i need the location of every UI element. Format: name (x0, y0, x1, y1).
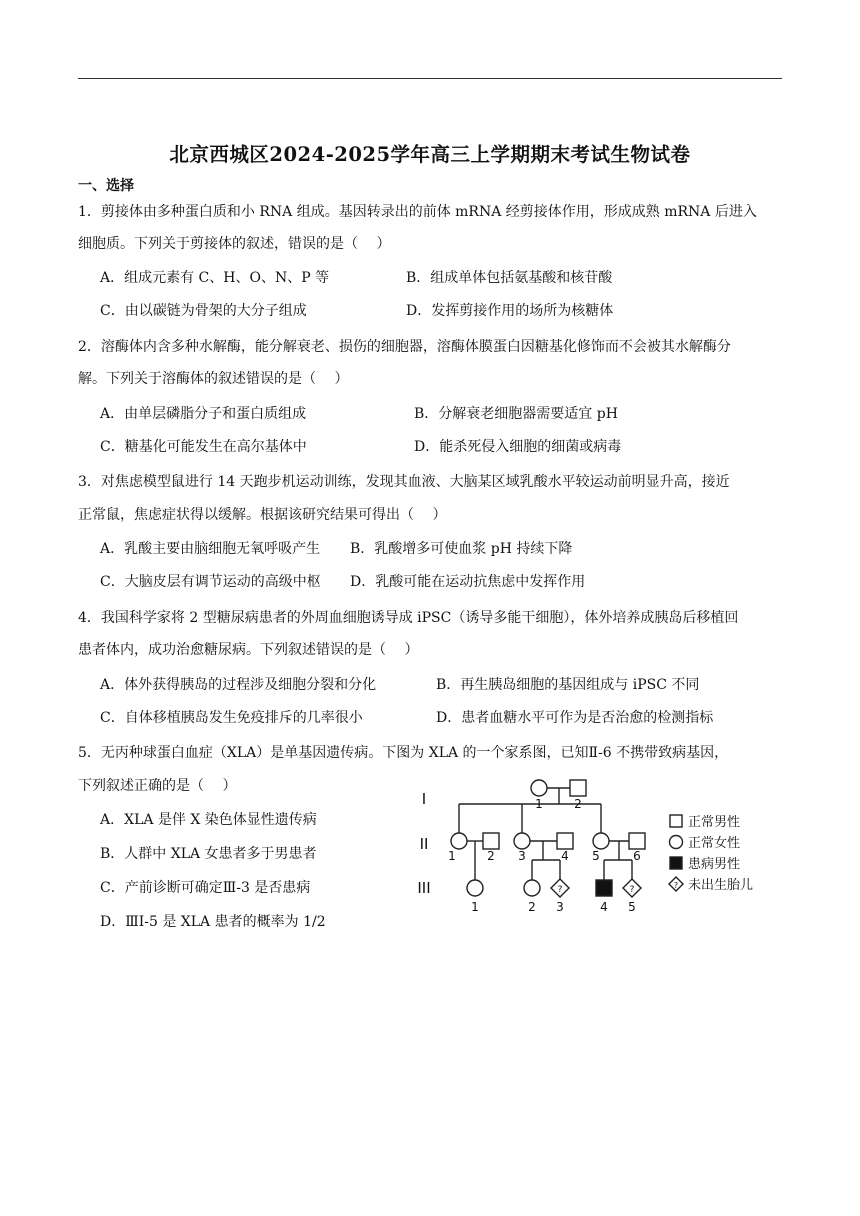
question-2-option-a: A．由单层磷脂分子和蛋白质组成 (100, 406, 307, 422)
header-rule (78, 78, 782, 79)
question-5-option-b: B．人群中 XLA 女患者多于男患者 (100, 846, 317, 862)
question-3-option-a: A．乳酸主要由脑细胞无氧呼吸产生 (100, 541, 321, 557)
i-2-label: 2 (574, 797, 582, 811)
question-5-text-line-2: 下列叙述正确的是（ ） (78, 778, 237, 794)
iii-4-label: 4 (600, 900, 608, 914)
question-2-option-b: B．分解衰老细胞器需要适宜 pH (414, 406, 618, 422)
question-4-text-line-1: 4．我国科学家将 2 型糖尿病患者的外周血细胞诱导成 iPSC（诱导多能干细胞），体外培养成胰岛后移植回 (78, 610, 739, 626)
question-1-option-c: C．由以碳链为骨架的大分子组成 (100, 303, 307, 319)
question-2-option-c: C．糖基化可能发生在高尔基体中 (100, 439, 307, 455)
question-4-option-c: C．自体移植胰岛发生免疫排斥的几率很小 (100, 710, 363, 726)
ii-2-label: 2 (487, 849, 495, 863)
question-2-text-line-1: 2．溶酶体内含多种水解酶，能分解衰老、损伤的细胞器，溶酶体膜蛋白因糖基化修饰而不会被其水解酶分 (78, 339, 731, 355)
iii-5-label: 5 (628, 900, 636, 914)
question-3-text-line-1: 3．对焦虑模型鼠进行 14 天跑步机运动训练，发现其血液、大脑某区域乳酸水平较运动前明显升高，接近 (78, 474, 730, 490)
i-1-label: 1 (535, 797, 543, 811)
iii-1-label: 1 (471, 900, 479, 914)
question-1-option-b: B．组成单体包括氨基酸和核苷酸 (406, 270, 613, 286)
pedigree-chart (405, 770, 790, 930)
ii-5-label: 5 (592, 849, 600, 863)
ii-4-label: 4 (561, 849, 569, 863)
section-heading: 一、选择 (78, 178, 134, 194)
ii-1-label: 1 (448, 849, 456, 863)
question-5-option-c: C．产前诊断可确定Ⅲ-3 是否患病 (100, 880, 311, 896)
iii-2-label: 2 (528, 900, 536, 914)
question-3-option-c: C．大脑皮层有调节运动的高级中枢 (100, 574, 321, 590)
question-1-text-line-1: 1．剪接体由多种蛋白质和小 RNA 组成。基因转录出的前体 mRNA 经剪接体作用，形成成熟 mRNA 后进入 (78, 204, 757, 220)
legend-unborn-fetus: 未出生胎儿 (688, 878, 754, 893)
question-5-option-a: A．XLA 是伴 X 染色体显性遗传病 (100, 812, 317, 828)
generation-ii-label: II (419, 835, 429, 853)
question-1-text-line-2: 细胞质。下列关于剪接体的叙述，错误的是（ ） (78, 236, 391, 252)
iii-3-label: 3 (556, 900, 564, 914)
question-4-text-line-2: 患者体内，成功治愈糖尿病。下列叙述错误的是（ ） (78, 642, 419, 658)
question-5-option-d: D．ⅢI-5 是 XLA 患者的概率为 1/2 (100, 914, 326, 930)
generation-i-label: I (421, 790, 427, 808)
question-3-option-b: B．乳酸增多可使血浆 pH 持续下降 (350, 541, 573, 557)
ii-6-label: 6 (633, 849, 641, 863)
question-4-option-a: A．体外获得胰岛的过程涉及细胞分裂和分化 (100, 677, 377, 693)
question-3-text-line-2: 正常鼠，焦虑症状得以缓解。根据该研究结果可得出（ ） (78, 507, 447, 523)
generation-iii-label: III (417, 879, 431, 897)
iii-5-unknown-mark: ? (629, 885, 635, 895)
question-1-option-a: A．组成元素有 C、H、O、N、P 等 (100, 270, 330, 286)
question-1-option-d: D．发挥剪接作用的场所为核糖体 (406, 303, 614, 319)
page-title: 北京西城区2024-2025学年高三上学期期末考试生物试卷 (169, 143, 691, 166)
question-2-option-d: D．能杀死侵入细胞的细菌或病毒 (414, 439, 622, 455)
question-4-option-d: D．患者血糖水平可作为是否治愈的检测指标 (436, 710, 714, 726)
question-2-text-line-2: 解。下列关于溶酶体的叙述错误的是（ ） (78, 371, 349, 387)
legend-normal-female: 正常女性 (688, 836, 741, 851)
question-5-text-line-1: 5．无丙种球蛋白血症（XLA）是单基因遗传病。下图为 XLA 的一个家系图，已知Ⅱ-6 不携带致病基因， (78, 745, 729, 761)
question-3-option-d: D．乳酸可能在运动抗焦虑中发挥作用 (350, 574, 586, 590)
iii-3-unknown-mark: ? (557, 885, 563, 895)
legend-affected-male: 患病男性 (688, 857, 741, 872)
question-4-option-b: B．再生胰岛细胞的基因组成与 iPSC 不同 (436, 677, 700, 693)
legend-normal-male: 正常男性 (688, 815, 741, 830)
ii-3-label: 3 (518, 849, 526, 863)
legend-unknown-mark: ? (673, 881, 679, 890)
